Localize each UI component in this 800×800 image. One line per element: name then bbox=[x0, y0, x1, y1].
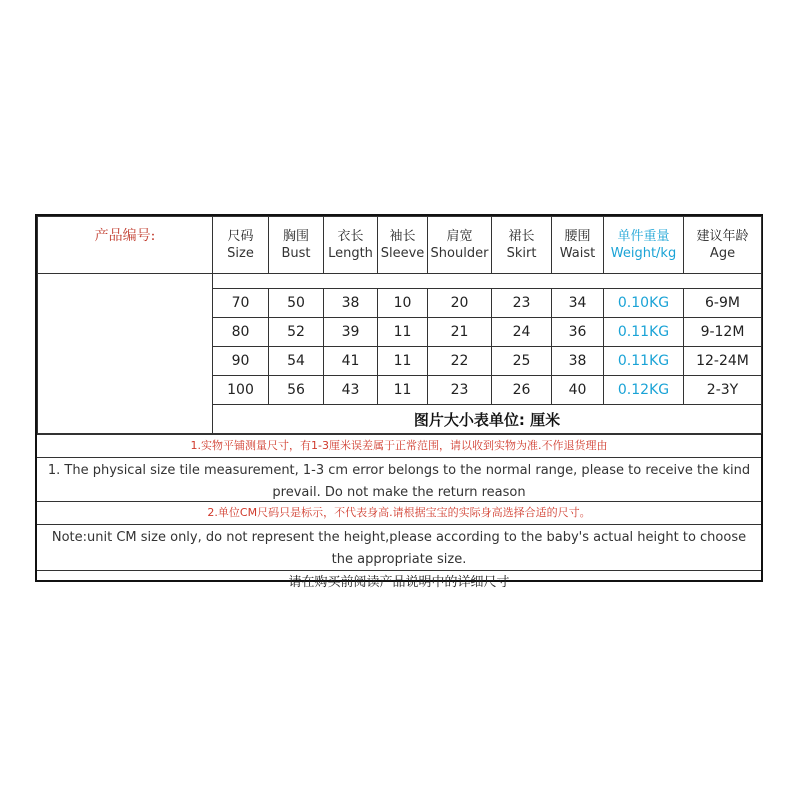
table-cell: 10 bbox=[378, 289, 428, 318]
column-label-zh: 袖长 bbox=[389, 228, 416, 244]
table-cell: 20 bbox=[428, 289, 492, 318]
table-cell: 80 bbox=[213, 318, 269, 347]
table-cell: 22 bbox=[428, 347, 492, 376]
table-cell: 38 bbox=[324, 289, 378, 318]
table-cell: 90 bbox=[213, 347, 269, 376]
table-cell: 0.11KG bbox=[604, 318, 684, 347]
table-cell: 9-12M bbox=[684, 318, 762, 347]
note-red-2: 2.单位CM尺码只是标示，不代表身高.请根据宝宝的实际身高选择合适的尺寸。 bbox=[37, 501, 761, 524]
table-cell: 34 bbox=[552, 289, 604, 318]
column-label-zh: 尺码 bbox=[227, 228, 254, 244]
column-label-en: Sleeve bbox=[380, 245, 425, 261]
table-cell: 6-9M bbox=[684, 289, 762, 318]
table-cell: 39 bbox=[324, 318, 378, 347]
table-cell: 43 bbox=[324, 376, 378, 405]
col-sleeve bbox=[378, 217, 428, 274]
note-english-2: Note:unit CM size only, do not represent the height,please according to the baby's actual height to choose the appropriate size. bbox=[37, 524, 761, 570]
column-label-zh: 建议年龄 bbox=[696, 228, 749, 244]
table-cell: 23 bbox=[492, 289, 552, 318]
column-label-zh: 衣长 bbox=[337, 228, 364, 244]
table-cell: 100 bbox=[213, 376, 269, 405]
col-skirt bbox=[492, 217, 552, 274]
col-size bbox=[213, 217, 269, 274]
table-cell: 0.10KG bbox=[604, 289, 684, 318]
size-chart bbox=[35, 214, 763, 590]
product-code-label: 产品编号: bbox=[38, 217, 213, 274]
column-label-en: Age bbox=[709, 245, 736, 261]
column-label-zh: 肩宽 bbox=[446, 228, 473, 244]
note-red-1: 1.实物平铺测量尺寸，有1-3厘米误差属于正常范围，请以收到实物为准.不作退货理由 bbox=[37, 434, 761, 457]
column-label-zh: 单件重量 bbox=[617, 228, 670, 244]
table-cell: 25 bbox=[492, 347, 552, 376]
column-label-zh: 裙长 bbox=[508, 228, 535, 244]
note-english-1: 1. The physical size tile measurement, 1-3 cm error belongs to the normal range, please to receive the kind prevail. Do not make the return reason bbox=[37, 457, 761, 501]
table-cell: 50 bbox=[269, 289, 324, 318]
column-label-zh: 腰围 bbox=[564, 228, 591, 244]
size-table bbox=[37, 216, 762, 434]
table-cell: 21 bbox=[428, 318, 492, 347]
col-length bbox=[324, 217, 378, 274]
table-cell: 23 bbox=[428, 376, 492, 405]
table-cell: 56 bbox=[269, 376, 324, 405]
table-cell: 12-24M bbox=[684, 347, 762, 376]
table-cell: 26 bbox=[492, 376, 552, 405]
table-cell: 11 bbox=[378, 347, 428, 376]
col-bust bbox=[269, 217, 324, 274]
table-cell: 54 bbox=[269, 347, 324, 376]
header-row bbox=[38, 217, 762, 274]
table-cell: 0.11KG bbox=[604, 347, 684, 376]
col-age bbox=[684, 217, 762, 274]
table-cell: 41 bbox=[324, 347, 378, 376]
spacer-row bbox=[38, 274, 762, 289]
column-label-en: Length bbox=[328, 245, 373, 261]
table-cell: 11 bbox=[378, 376, 428, 405]
table-cell: 40 bbox=[552, 376, 604, 405]
column-label-en: Shoulder bbox=[430, 245, 489, 261]
table-cell: 36 bbox=[552, 318, 604, 347]
column-label-en: Size bbox=[227, 245, 254, 261]
table-cell: 11 bbox=[378, 318, 428, 347]
col-waist bbox=[552, 217, 604, 274]
col-shoulder bbox=[428, 217, 492, 274]
table-cell: 52 bbox=[269, 318, 324, 347]
column-label-zh: 胸围 bbox=[282, 228, 309, 244]
spacer-cell bbox=[213, 274, 762, 289]
table-cell: 2-3Y bbox=[684, 376, 762, 405]
column-label-en: Waist bbox=[559, 245, 596, 261]
col-weight bbox=[604, 217, 684, 274]
table-cell: 0.12KG bbox=[604, 376, 684, 405]
column-label-en: Bust bbox=[281, 245, 311, 261]
table-cell: 38 bbox=[552, 347, 604, 376]
table-cell: 70 bbox=[213, 289, 269, 318]
table-cell: 24 bbox=[492, 318, 552, 347]
column-label-en: Skirt bbox=[506, 245, 537, 261]
product-code-value bbox=[38, 274, 213, 434]
column-label-en: Weight/kg bbox=[610, 245, 677, 261]
table-caption: 图片大小表单位: 厘米 bbox=[213, 405, 762, 434]
note-read-before-buy: 请在购买前阅读产品说明中的详细尺寸 bbox=[37, 570, 761, 595]
